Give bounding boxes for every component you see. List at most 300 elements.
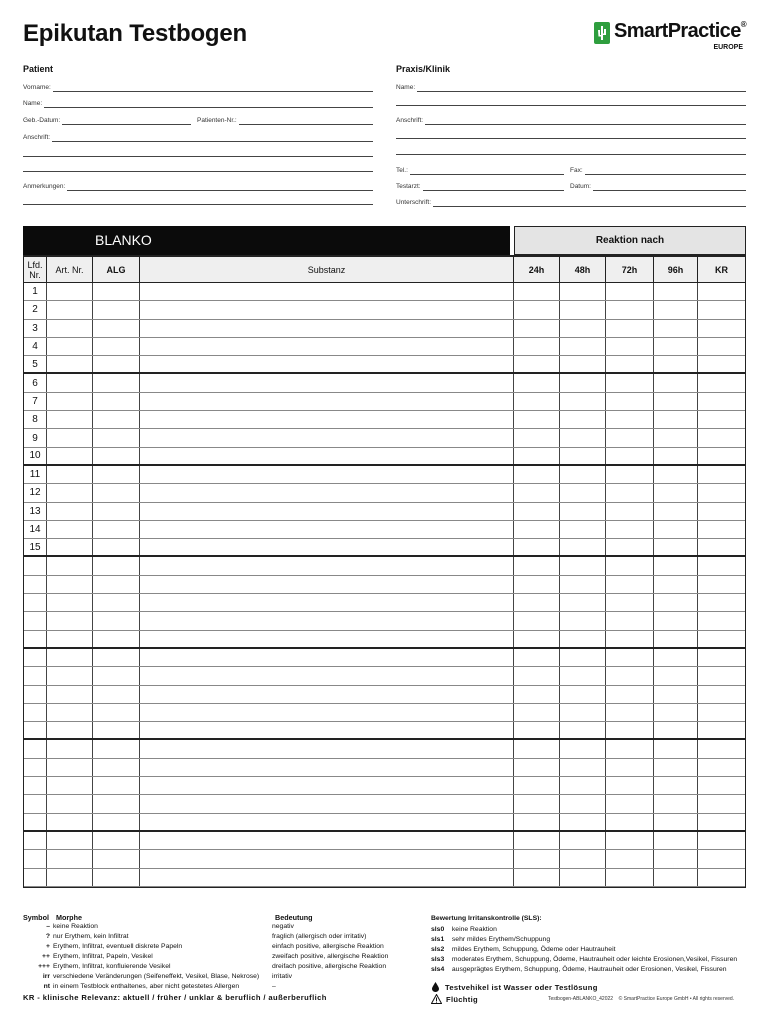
table-cell[interactable] xyxy=(606,338,654,355)
table-cell[interactable] xyxy=(654,539,698,555)
table-cell[interactable] xyxy=(47,448,93,464)
table-cell[interactable] xyxy=(698,429,745,446)
table-cell[interactable] xyxy=(698,320,745,337)
table-cell[interactable] xyxy=(606,722,654,738)
col-kr: KR xyxy=(698,257,745,282)
table-cell[interactable] xyxy=(514,301,560,318)
table-cell[interactable] xyxy=(698,649,745,666)
table-cell[interactable] xyxy=(654,649,698,666)
table-cell[interactable] xyxy=(93,338,140,355)
table-cell[interactable] xyxy=(140,411,514,428)
table-cell[interactable] xyxy=(560,301,606,318)
table-cell[interactable] xyxy=(606,393,654,410)
table-cell[interactable] xyxy=(514,740,560,757)
table-cell[interactable] xyxy=(606,320,654,337)
table-cell[interactable] xyxy=(140,594,514,611)
table-cell[interactable] xyxy=(514,795,560,812)
table-cell[interactable] xyxy=(560,631,606,647)
table-cell[interactable] xyxy=(514,832,560,849)
table-cell[interactable] xyxy=(47,503,93,520)
table-cell[interactable] xyxy=(606,374,654,391)
tel-field[interactable]: Tel.: xyxy=(396,163,564,175)
legend-symbol: ++ xyxy=(42,953,50,960)
table-cell[interactable] xyxy=(140,539,514,555)
table-cell[interactable] xyxy=(560,649,606,666)
table-cell[interactable] xyxy=(140,722,514,738)
table-cell[interactable] xyxy=(606,356,654,372)
table-cell[interactable] xyxy=(654,484,698,501)
table-cell[interactable] xyxy=(47,429,93,446)
table-cell[interactable] xyxy=(654,704,698,721)
table-cell[interactable] xyxy=(698,557,745,574)
table-cell[interactable] xyxy=(140,374,514,391)
table-cell[interactable] xyxy=(140,283,514,300)
table-cell[interactable] xyxy=(93,466,140,483)
table-cell[interactable] xyxy=(140,704,514,721)
table-cell[interactable] xyxy=(698,374,745,391)
table-cell[interactable] xyxy=(514,429,560,446)
table-cell[interactable] xyxy=(698,594,745,611)
table-cell[interactable] xyxy=(560,850,606,867)
table-cell[interactable] xyxy=(47,649,93,666)
table-cell[interactable] xyxy=(47,631,93,647)
table-cell[interactable] xyxy=(93,594,140,611)
table-cell[interactable] xyxy=(606,759,654,776)
table-cell[interactable] xyxy=(606,466,654,483)
table-cell[interactable] xyxy=(140,631,514,647)
table-cell[interactable] xyxy=(514,869,560,886)
table-cell[interactable] xyxy=(93,722,140,738)
unterschrift-field[interactable]: Unterschrift: xyxy=(396,195,746,207)
table-cell[interactable] xyxy=(606,667,654,684)
table-cell[interactable] xyxy=(47,740,93,757)
table-cell[interactable] xyxy=(606,631,654,647)
table-cell[interactable] xyxy=(514,539,560,555)
table-cell[interactable] xyxy=(654,301,698,318)
praxis-anschrift-field[interactable]: Anschrift: xyxy=(396,113,746,125)
table-cell[interactable] xyxy=(514,484,560,501)
table-cell[interactable] xyxy=(654,448,698,464)
row-number: 8 xyxy=(24,411,47,428)
table-cell[interactable] xyxy=(606,283,654,300)
table-cell[interactable] xyxy=(47,356,93,372)
table-cell[interactable] xyxy=(560,521,606,538)
table-cell[interactable] xyxy=(514,374,560,391)
table-cell[interactable] xyxy=(698,631,745,647)
table-cell[interactable] xyxy=(698,356,745,372)
legend-morphe: keine Reaktion xyxy=(53,923,98,930)
table-cell[interactable] xyxy=(606,850,654,867)
table-cell[interactable] xyxy=(560,869,606,886)
table-cell[interactable] xyxy=(606,411,654,428)
table-cell[interactable] xyxy=(47,850,93,867)
table-cell[interactable] xyxy=(140,320,514,337)
table-cell[interactable] xyxy=(606,686,654,703)
table-cell[interactable] xyxy=(606,448,654,464)
table-cell[interactable] xyxy=(514,594,560,611)
table-cell[interactable] xyxy=(606,649,654,666)
table-cell[interactable] xyxy=(47,594,93,611)
table-cell[interactable] xyxy=(560,777,606,794)
table-cell[interactable] xyxy=(654,557,698,574)
table-cell[interactable] xyxy=(560,283,606,300)
table-cell[interactable] xyxy=(93,521,140,538)
table-cell[interactable] xyxy=(560,576,606,593)
table-cell[interactable] xyxy=(654,393,698,410)
table-cell[interactable] xyxy=(698,576,745,593)
table-cell[interactable] xyxy=(140,740,514,757)
table-cell[interactable] xyxy=(654,283,698,300)
table-cell[interactable] xyxy=(698,338,745,355)
table-cell[interactable] xyxy=(93,320,140,337)
table-cell[interactable] xyxy=(606,795,654,812)
table-cell[interactable] xyxy=(698,393,745,410)
table-row xyxy=(24,612,745,630)
table-cell[interactable] xyxy=(140,356,514,372)
table-cell[interactable] xyxy=(47,301,93,318)
table-cell[interactable] xyxy=(47,374,93,391)
table-cell[interactable] xyxy=(698,612,745,629)
table-cell[interactable] xyxy=(654,338,698,355)
patient-anschrift-field[interactable]: Anschrift: xyxy=(23,130,373,142)
table-cell[interactable] xyxy=(560,374,606,391)
table-cell[interactable] xyxy=(606,521,654,538)
table-cell[interactable] xyxy=(514,320,560,337)
table-cell[interactable] xyxy=(140,503,514,520)
table-cell[interactable] xyxy=(140,484,514,501)
table-cell[interactable] xyxy=(606,612,654,629)
table-cell[interactable] xyxy=(514,411,560,428)
patient-anschrift-line-2[interactable] xyxy=(23,156,373,157)
table-cell[interactable] xyxy=(654,631,698,647)
table-cell[interactable] xyxy=(560,686,606,703)
table-cell[interactable] xyxy=(654,612,698,629)
legend-bedeutung: – xyxy=(272,983,276,990)
table-cell[interactable] xyxy=(560,466,606,483)
table-cell[interactable] xyxy=(654,411,698,428)
table-cell[interactable] xyxy=(140,667,514,684)
table-cell[interactable] xyxy=(698,503,745,520)
table-cell[interactable] xyxy=(514,612,560,629)
table-cell[interactable] xyxy=(140,557,514,574)
legend-row xyxy=(23,962,386,972)
testarzt-field[interactable]: Testarzt: xyxy=(396,179,564,191)
table-cell[interactable] xyxy=(698,869,745,886)
table-cell[interactable] xyxy=(560,503,606,520)
table-cell[interactable] xyxy=(93,795,140,812)
table-cell[interactable] xyxy=(606,539,654,555)
table-cell[interactable] xyxy=(560,594,606,611)
table-cell[interactable] xyxy=(93,649,140,666)
table-cell[interactable] xyxy=(47,814,93,830)
table-cell[interactable] xyxy=(514,466,560,483)
table-cell[interactable] xyxy=(514,649,560,666)
table-cell[interactable] xyxy=(47,759,93,776)
table-cell[interactable] xyxy=(47,393,93,410)
datum-field[interactable]: Datum: xyxy=(570,179,746,191)
table-cell[interactable] xyxy=(654,832,698,849)
table-cell[interactable] xyxy=(47,411,93,428)
table-cell[interactable] xyxy=(654,503,698,520)
table-cell[interactable] xyxy=(93,686,140,703)
vorname-field[interactable]: Vorname: xyxy=(23,80,373,92)
table-cell[interactable] xyxy=(560,320,606,337)
table-cell[interactable] xyxy=(698,832,745,849)
table-cell[interactable] xyxy=(560,795,606,812)
patienten-nr-field[interactable]: Patienten-Nr.: xyxy=(197,113,373,125)
row-number xyxy=(24,557,47,574)
table-cell[interactable] xyxy=(514,576,560,593)
table-cell[interactable] xyxy=(514,759,560,776)
table-cell[interactable] xyxy=(560,448,606,464)
table-cell[interactable] xyxy=(140,338,514,355)
table-cell[interactable] xyxy=(654,759,698,776)
table-cell[interactable] xyxy=(698,777,745,794)
table-cell[interactable] xyxy=(560,539,606,555)
table-cell[interactable] xyxy=(606,429,654,446)
table-cell[interactable] xyxy=(698,795,745,812)
table-cell[interactable] xyxy=(606,814,654,830)
table-cell[interactable] xyxy=(698,521,745,538)
table-cell[interactable] xyxy=(654,740,698,757)
table-cell[interactable] xyxy=(654,722,698,738)
table-cell[interactable] xyxy=(47,557,93,574)
table-cell[interactable] xyxy=(93,557,140,574)
table-cell[interactable] xyxy=(140,521,514,538)
table-cell[interactable] xyxy=(606,594,654,611)
table-cell[interactable] xyxy=(654,814,698,830)
table-cell[interactable] xyxy=(654,795,698,812)
table-cell[interactable] xyxy=(514,722,560,738)
table-cell[interactable] xyxy=(140,466,514,483)
table-cell[interactable] xyxy=(698,283,745,300)
table-cell[interactable] xyxy=(698,814,745,830)
table-cell[interactable] xyxy=(140,612,514,629)
table-cell[interactable] xyxy=(93,631,140,647)
table-cell[interactable] xyxy=(654,869,698,886)
table-cell[interactable] xyxy=(606,301,654,318)
table-cell[interactable] xyxy=(140,393,514,410)
table-cell[interactable] xyxy=(47,521,93,538)
table-cell[interactable] xyxy=(606,869,654,886)
table-cell[interactable] xyxy=(514,777,560,794)
table-cell[interactable] xyxy=(654,374,698,391)
table-cell[interactable] xyxy=(140,448,514,464)
table-cell[interactable] xyxy=(698,466,745,483)
table-cell[interactable] xyxy=(606,704,654,721)
table-cell[interactable] xyxy=(93,612,140,629)
table-cell[interactable] xyxy=(93,704,140,721)
table-cell[interactable] xyxy=(93,356,140,372)
table-cell[interactable] xyxy=(47,667,93,684)
table-cell[interactable] xyxy=(93,484,140,501)
table-cell[interactable] xyxy=(140,429,514,446)
table-cell[interactable] xyxy=(560,393,606,410)
table-cell[interactable] xyxy=(93,667,140,684)
table-cell[interactable] xyxy=(47,795,93,812)
table-cell[interactable] xyxy=(698,740,745,757)
table-cell[interactable] xyxy=(514,704,560,721)
table-cell[interactable] xyxy=(140,576,514,593)
table-cell[interactable] xyxy=(560,429,606,446)
table-cell[interactable] xyxy=(698,722,745,738)
table-cell[interactable] xyxy=(140,759,514,776)
table-cell[interactable] xyxy=(606,740,654,757)
table-cell[interactable] xyxy=(654,356,698,372)
table-cell[interactable] xyxy=(698,850,745,867)
table-cell[interactable] xyxy=(560,704,606,721)
table-cell[interactable] xyxy=(698,759,745,776)
table-cell[interactable] xyxy=(514,338,560,355)
table-cell[interactable] xyxy=(514,814,560,830)
table-cell[interactable] xyxy=(698,411,745,428)
table-cell[interactable] xyxy=(93,539,140,555)
table-cell[interactable] xyxy=(47,338,93,355)
sls-text: mildes Erythem, Schuppung, Ödeme oder Hautrauheit xyxy=(451,946,616,953)
row-number xyxy=(24,686,47,703)
table-cell[interactable] xyxy=(560,356,606,372)
legend-morphe: verschiedene Veränderungen (Seifeneffekt, Vesikel, Blase, Nekrose) xyxy=(53,973,260,980)
table-cell[interactable] xyxy=(514,686,560,703)
table-cell[interactable] xyxy=(698,301,745,318)
table-cell[interactable] xyxy=(47,283,93,300)
table-cell[interactable] xyxy=(140,869,514,886)
legend-bedeutung: irritativ xyxy=(272,973,293,980)
table-cell[interactable] xyxy=(514,850,560,867)
table-cell[interactable] xyxy=(560,612,606,629)
table-cell[interactable] xyxy=(140,814,514,830)
table-cell[interactable] xyxy=(140,301,514,318)
table-cell[interactable] xyxy=(47,612,93,629)
table-cell[interactable] xyxy=(47,832,93,849)
table-cell[interactable] xyxy=(560,814,606,830)
praxis-name-field[interactable]: Name: xyxy=(396,80,746,92)
table-cell[interactable] xyxy=(140,850,514,867)
table-cell[interactable] xyxy=(654,466,698,483)
table-cell[interactable] xyxy=(140,649,514,666)
table-cell[interactable] xyxy=(93,503,140,520)
table-cell[interactable] xyxy=(93,576,140,593)
table-cell[interactable] xyxy=(140,777,514,794)
table-cell[interactable] xyxy=(654,594,698,611)
table-cell[interactable] xyxy=(47,539,93,555)
table-cell[interactable] xyxy=(560,667,606,684)
table-cell[interactable] xyxy=(606,557,654,574)
table-cell[interactable] xyxy=(514,521,560,538)
table-cell[interactable] xyxy=(654,686,698,703)
table-cell[interactable] xyxy=(93,393,140,410)
table-cell[interactable] xyxy=(47,777,93,794)
table-cell[interactable] xyxy=(560,338,606,355)
table-cell[interactable] xyxy=(514,283,560,300)
table-cell[interactable] xyxy=(93,814,140,830)
table-cell[interactable] xyxy=(140,686,514,703)
table-row xyxy=(24,411,745,429)
anmerkungen-field[interactable]: Anmerkungen: xyxy=(23,179,373,191)
table-cell[interactable] xyxy=(606,503,654,520)
table-cell[interactable] xyxy=(514,356,560,372)
table-cell[interactable] xyxy=(93,374,140,391)
table-cell[interactable] xyxy=(93,850,140,867)
table-cell[interactable] xyxy=(560,722,606,738)
table-cell[interactable] xyxy=(140,832,514,849)
table-cell[interactable] xyxy=(560,759,606,776)
legend-symbol: irr xyxy=(42,973,50,980)
table-cell[interactable] xyxy=(698,686,745,703)
table-cell[interactable] xyxy=(698,667,745,684)
table-cell[interactable] xyxy=(140,795,514,812)
table-cell[interactable] xyxy=(514,557,560,574)
table-cell[interactable] xyxy=(654,850,698,867)
table-cell[interactable] xyxy=(514,393,560,410)
table-cell[interactable] xyxy=(93,301,140,318)
table-cell[interactable] xyxy=(93,283,140,300)
table-cell[interactable] xyxy=(654,320,698,337)
table-cell[interactable] xyxy=(93,448,140,464)
table-cell[interactable] xyxy=(47,576,93,593)
table-cell[interactable] xyxy=(654,777,698,794)
table-cell[interactable] xyxy=(606,777,654,794)
table-cell[interactable] xyxy=(698,704,745,721)
table-cell[interactable] xyxy=(93,759,140,776)
table-cell[interactable] xyxy=(560,832,606,849)
table-cell[interactable] xyxy=(514,448,560,464)
table-cell[interactable] xyxy=(93,832,140,849)
table-cell[interactable] xyxy=(698,539,745,555)
table-cell[interactable] xyxy=(47,320,93,337)
table-cell[interactable] xyxy=(93,740,140,757)
table-cell[interactable] xyxy=(47,704,93,721)
fax-field[interactable]: Fax: xyxy=(570,163,746,175)
table-cell[interactable] xyxy=(47,869,93,886)
table-cell[interactable] xyxy=(93,869,140,886)
sls-row xyxy=(431,965,737,975)
table-cell[interactable] xyxy=(698,484,745,501)
table-cell[interactable] xyxy=(654,576,698,593)
table-cell[interactable] xyxy=(560,740,606,757)
praxis-anschrift-line-2[interactable] xyxy=(396,138,746,139)
table-cell[interactable] xyxy=(654,667,698,684)
table-cell[interactable] xyxy=(514,667,560,684)
table-cell[interactable] xyxy=(47,722,93,738)
table-cell[interactable] xyxy=(93,429,140,446)
table-cell[interactable] xyxy=(93,777,140,794)
praxis-name-line-2[interactable] xyxy=(396,105,746,106)
table-cell[interactable] xyxy=(606,832,654,849)
table-cell[interactable] xyxy=(654,429,698,446)
table-cell[interactable] xyxy=(47,686,93,703)
name-field[interactable]: Name: xyxy=(23,96,373,108)
table-cell[interactable] xyxy=(514,503,560,520)
table-cell[interactable] xyxy=(606,484,654,501)
patient-anschrift-line-3[interactable] xyxy=(23,171,373,172)
table-cell[interactable] xyxy=(560,484,606,501)
table-cell[interactable] xyxy=(47,484,93,501)
table-cell[interactable] xyxy=(47,466,93,483)
table-cell[interactable] xyxy=(606,576,654,593)
table-cell[interactable] xyxy=(560,411,606,428)
table-cell[interactable] xyxy=(698,448,745,464)
table-row xyxy=(24,393,745,411)
anmerkungen-line-2[interactable] xyxy=(23,204,373,205)
praxis-anschrift-line-3[interactable] xyxy=(396,154,746,155)
table-body xyxy=(23,283,746,888)
table-cell[interactable] xyxy=(514,631,560,647)
geb-datum-field[interactable]: Geb.-Datum: xyxy=(23,113,191,125)
table-cell[interactable] xyxy=(93,411,140,428)
table-cell[interactable] xyxy=(560,557,606,574)
table-cell[interactable] xyxy=(654,521,698,538)
